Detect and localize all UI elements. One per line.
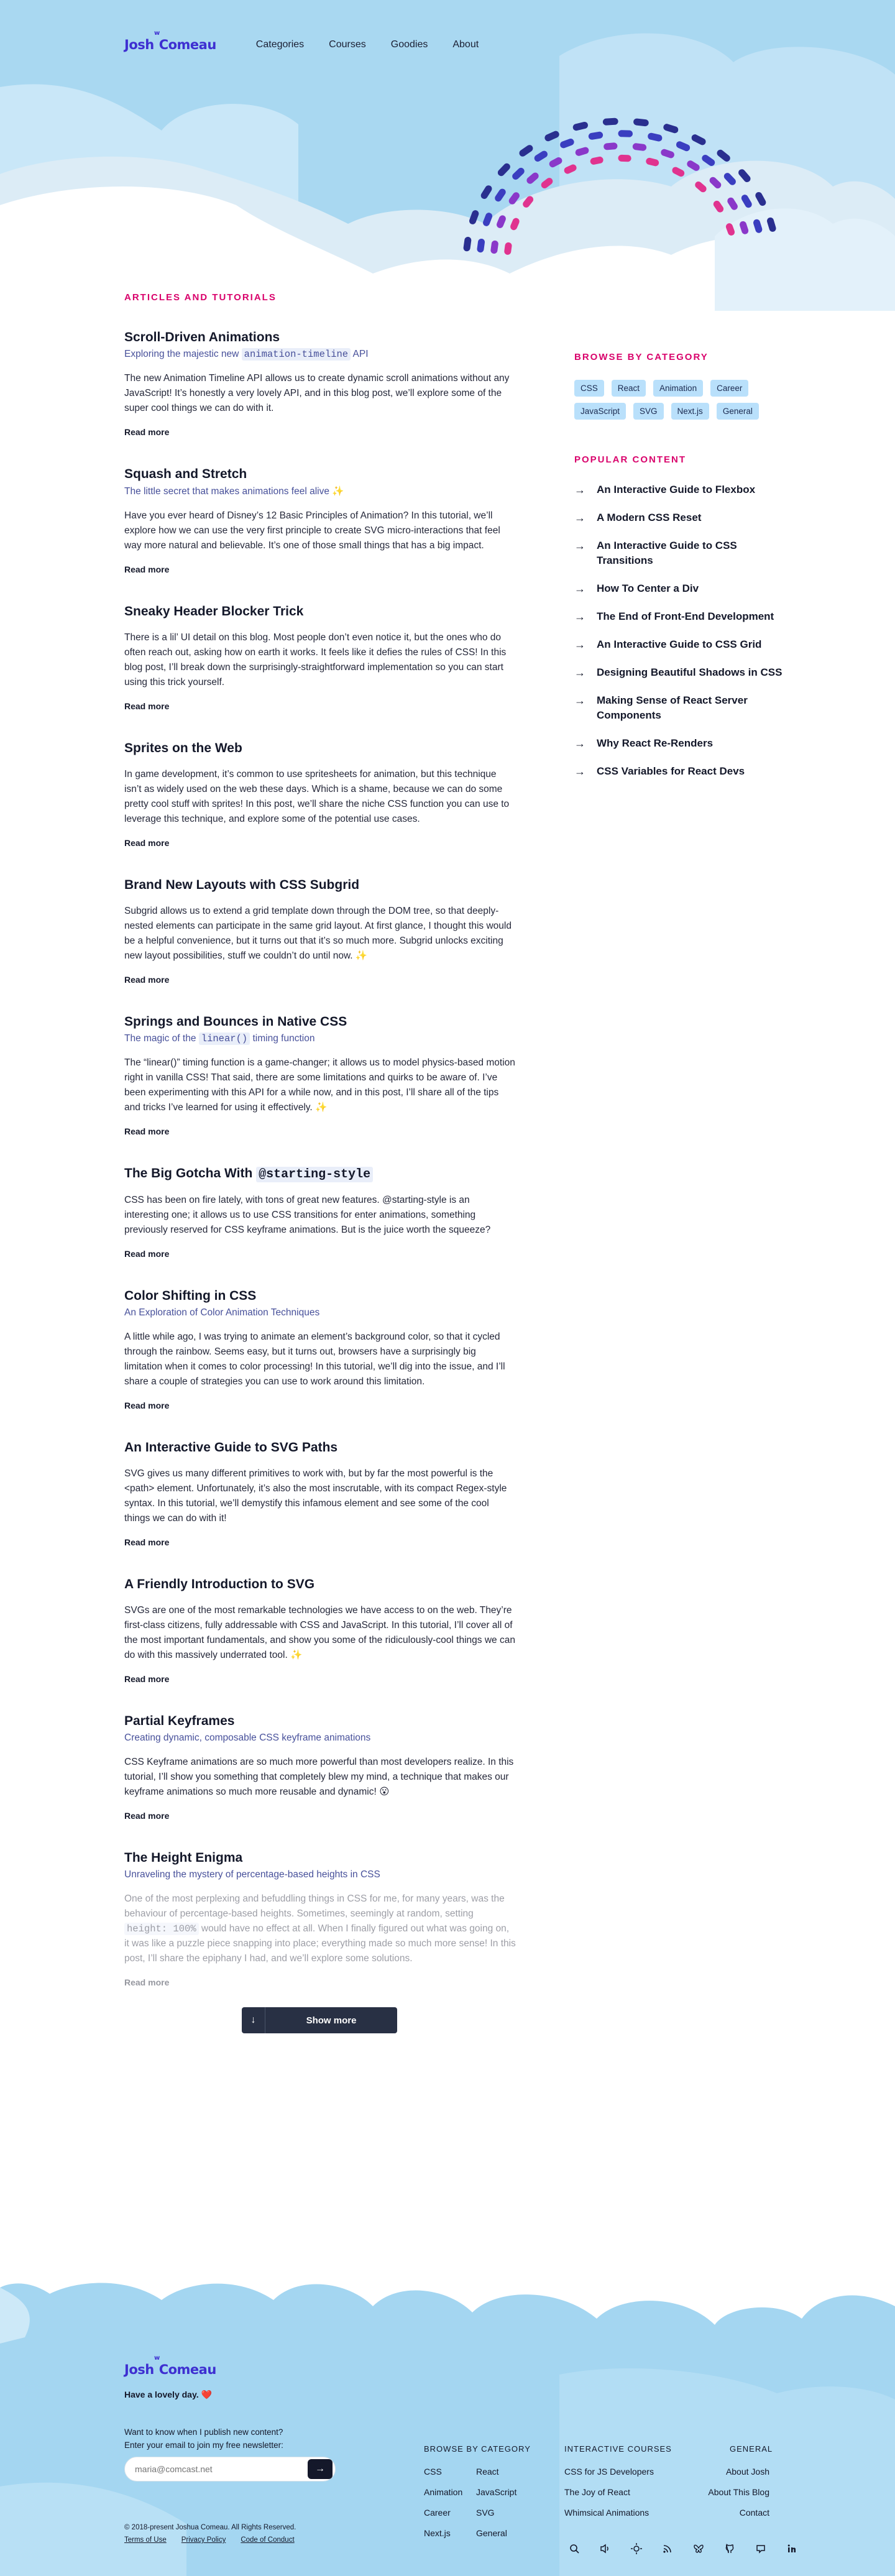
article-item — [124, 604, 516, 712]
article-excerpt: SVG gives us many different primitives to work with, but by far the most powerful is the <path> element. Unfortunately, it’s also the most inscrutable, with its compact Regex-style syntax. In this tutorial, we’ll demystify this infamous element and see some of the cool things we can do with it! — [124, 1468, 507, 1524]
article-title[interactable]: The Big Gotcha With @starting-style — [124, 1166, 516, 1182]
tag-react[interactable]: React — [612, 380, 646, 397]
footer-tagline: Have a lovely day. ❤️ — [124, 2390, 212, 2399]
footer-about-josh-link[interactable]: About Josh — [725, 2467, 769, 2477]
category-tags — [574, 380, 779, 420]
site-footer — [0, 2250, 895, 2576]
popular-item[interactable]: → Making Sense of React Server Components — [574, 694, 748, 721]
arrow-right-icon: → — [574, 610, 585, 623]
rainbow-dash — [501, 167, 507, 172]
github-icon[interactable] — [723, 2542, 736, 2555]
legal-links — [124, 2536, 295, 2544]
rainbow-dash — [742, 173, 747, 179]
popular-item[interactable]: → A Modern CSS Reset — [574, 512, 702, 524]
nav-courses[interactable]: Courses — [329, 39, 366, 50]
footer-logo[interactable] — [124, 2355, 216, 2377]
footer-courses-title: INTERACTIVE COURSES — [564, 2444, 672, 2454]
nav-goodies[interactable]: Goodies — [390, 39, 428, 50]
copyright: © 2018-present Joshua Comeau. All Rights Reserved. — [124, 2524, 296, 2531]
article-title[interactable]: Squash and Stretch — [124, 467, 247, 481]
sidebar — [574, 352, 786, 792]
article-excerpt: In game development, it’s common to use spritesheets for animation, but this technique isn’t as widely used on the web these days. Which is a shame, because we can do some pretty cool stuff with sprites! In this post, we’ll share the niche CSS function you can use to leverage this technique, and explore some of the potential use cases. — [124, 769, 510, 824]
footer-course-link[interactable]: Whimsical Animations — [564, 2508, 649, 2518]
rainbow-dash — [494, 244, 495, 250]
rainbow-dash — [649, 161, 656, 162]
rainbow-dash — [579, 150, 585, 152]
article-excerpt: Subgrid allows us to extend a grid template down through the DOM tree, so that deeply-nested elements can participate in the same grid layout. At first glance, I thought this would be a helpful convenience, but it turns out that it’s so much more. Subgrid unlocks exciting new layout possibilities, stuff we couldn’t do until now. ✨ — [124, 906, 512, 961]
conduct-link[interactable]: Code of Conduct — [241, 2536, 295, 2544]
arrow-right-icon: → — [574, 737, 585, 750]
articles-section-title: ARTICLES AND TUTORIALS — [124, 292, 277, 303]
popular-item[interactable]: → How To Center a Div — [574, 582, 699, 595]
rainbow-dash — [729, 227, 731, 232]
tag-css[interactable]: CSS — [574, 380, 604, 397]
rainbow-dash — [759, 196, 763, 203]
article-item — [124, 741, 516, 849]
rss-icon[interactable] — [661, 2542, 674, 2555]
article-item — [124, 1851, 516, 1989]
article-item — [124, 1577, 516, 1685]
article-item — [124, 330, 516, 438]
read-more-link[interactable]: Read more — [124, 1811, 170, 1821]
article-item — [124, 1166, 516, 1260]
search-icon[interactable] — [568, 2542, 581, 2555]
bluesky-icon[interactable] — [692, 2542, 705, 2555]
nav-about[interactable]: About — [452, 39, 479, 50]
read-more-link[interactable]: Read more — [124, 838, 170, 848]
read-more-link[interactable]: Read more — [124, 1537, 170, 1547]
article-item — [124, 1714, 516, 1822]
rainbow-dash — [473, 214, 475, 221]
rainbow-dash — [538, 154, 544, 158]
privacy-link[interactable]: Privacy Policy — [181, 2536, 226, 2544]
read-more-link[interactable]: Read more — [124, 1674, 170, 1684]
rainbow-dash — [564, 142, 571, 145]
article-title[interactable]: Springs and Bounces in Native CSS — [124, 1014, 347, 1029]
article-title[interactable]: Brand New Layouts with CSS Subgrid — [124, 878, 360, 892]
arrow-right-icon: → — [574, 694, 585, 707]
rainbow-dash — [720, 153, 727, 158]
footer-icon-row — [568, 2542, 798, 2555]
rainbow-dash — [516, 171, 521, 176]
rainbow-dash — [526, 200, 530, 205]
arrow-right-icon: → — [574, 666, 585, 679]
rainbow-dash — [576, 126, 584, 127]
rainbow-dash — [637, 122, 646, 123]
read-more-link[interactable]: Read more — [124, 427, 170, 437]
article-subtitle: Unraveling the mystery of percentage-based heights in CSS — [124, 1869, 380, 1880]
footer-course-link[interactable]: The Joy of React — [564, 2487, 630, 2497]
email-input[interactable] — [135, 2464, 308, 2474]
article-item — [124, 1014, 516, 1138]
rainbow-dash — [745, 198, 748, 205]
terms-link[interactable]: Terms of Use — [124, 2536, 167, 2544]
footer-link-animation[interactable]: Animation — [424, 2487, 463, 2497]
popular-item[interactable]: → Designing Beautiful Shadows in CSS — [574, 666, 783, 679]
logo-last-name: Comeau — [158, 37, 216, 52]
footer-link-general[interactable]: General — [476, 2528, 507, 2538]
rainbow-dash — [548, 134, 556, 138]
site-logo[interactable] — [124, 30, 216, 52]
newsletter-text: Want to know when I publish new content? Enter your email to join my free newsletter: — [124, 2427, 283, 2450]
rainbow-dash — [757, 223, 759, 229]
arrow-right-icon: → — [574, 512, 585, 524]
rainbow-dash — [594, 160, 600, 161]
show-more-label: Show more — [306, 2015, 357, 2026]
popular-list — [574, 482, 786, 779]
footer-link-svg[interactable]: SVG — [476, 2508, 495, 2518]
sun-icon[interactable] — [630, 2542, 643, 2555]
popular-item[interactable]: → An Interactive Guide to Flexbox — [574, 484, 756, 496]
rainbow-dash — [467, 241, 468, 248]
arrow-right-icon: → — [574, 484, 585, 496]
tag-career[interactable]: Career — [710, 380, 748, 397]
rainbow-dash — [500, 219, 503, 225]
article-title[interactable]: Sneaky Header Blocker Trick — [124, 604, 304, 619]
rainbow-dash — [664, 152, 671, 155]
article-subtitle: The little secret that makes animations feel alive ✨ — [124, 486, 344, 497]
logo-hat-mark: w — [154, 30, 160, 37]
rainbow-dash — [699, 185, 703, 189]
popular-item[interactable]: → The End of Front-End Development — [574, 610, 774, 623]
linkedin-icon[interactable] — [786, 2542, 798, 2555]
arrow-right-icon: → — [574, 638, 585, 651]
sound-icon[interactable] — [599, 2542, 612, 2555]
rainbow-dash — [567, 168, 573, 170]
read-more-link[interactable]: Read more — [124, 1401, 170, 1410]
article-excerpt: CSS Keyframe animations are so much more powerful than most developers realize. In this tutorial, I’ll show you something that completely blew my mind, a technique that makes our keyframe animations so much more reusable and dynamic! 😮 — [124, 1757, 514, 1797]
article-title[interactable]: The Height Enigma — [124, 1851, 243, 1865]
article-subtitle: Creating dynamic, composable CSS keyframe animations — [124, 1732, 371, 1743]
article-item — [124, 1440, 516, 1548]
article-subtitle: An Exploration of Color Animation Techniques — [124, 1307, 320, 1318]
footer-link-react[interactable]: React — [476, 2467, 499, 2477]
footer-course-link[interactable]: CSS for JS Developers — [564, 2467, 654, 2477]
mastodon-icon[interactable] — [755, 2542, 767, 2555]
read-more-link[interactable]: Read more — [124, 564, 170, 574]
browse-category-title: BROWSE BY CATEGORY — [574, 352, 709, 362]
logo-first-name: Josh — [124, 2362, 154, 2377]
rainbow-dash — [530, 176, 535, 180]
tag-animation[interactable]: Animation — [653, 380, 703, 397]
heart-icon: ❤️ — [201, 2390, 212, 2399]
article-title[interactable]: An Interactive Guide to SVG Paths — [124, 1440, 338, 1455]
submit-arrow-button[interactable]: → — [308, 2459, 333, 2479]
rainbow-dash — [695, 138, 702, 142]
read-more-link[interactable]: Read more — [124, 975, 170, 985]
popular-item[interactable]: → CSS Variables for React Devs — [574, 765, 745, 778]
article-list — [124, 292, 516, 2033]
article-item — [124, 1289, 516, 1412]
rainbow-dash — [514, 221, 516, 227]
logo-hat-mark: w — [154, 2355, 160, 2362]
article-excerpt: CSS has been on fire lately, with tons of great new features. @starting-style is an interesting one; it allows us to use CSS transitions for enter animations, something previously reserved for CSS keyframe animations. But is the juice worth the squeeze? — [124, 1195, 491, 1235]
rainbow-dash — [717, 204, 720, 209]
rainbow-dash — [592, 135, 599, 136]
popular-item[interactable]: → An Interactive Guide to CSS Grid — [574, 638, 762, 651]
article-item — [124, 878, 516, 986]
tag-nextjs[interactable]: Next.js — [671, 403, 709, 420]
footer-browse-title: BROWSE BY CATEGORY — [424, 2444, 531, 2454]
article-excerpt: One of the most perplexing and befuddling things in CSS for me, for many years, was the behaviour of percentage-based heights. Sometimes, seemingly at random, setting height: 100% would have no effect at all. When I finally figured out what was going on, it was like a puzzle piece snapping into place; everything made so much more sense! In this post, I’ll share the epiphany I had, and we’ll explore some solutions. — [124, 1893, 516, 1964]
footer-link-javascript[interactable]: JavaScript — [476, 2487, 517, 2497]
rainbow-dash — [771, 221, 773, 228]
article-subtitle: The magic of the linear() timing function — [124, 1033, 315, 1044]
arrow-right-icon: → — [574, 540, 585, 552]
article-excerpt: The new Animation Timeline API allows us to create dynamic scroll animations without any JavaScript! It’s honestly a very lovely API, and in this blog post, we’ll explore some of the super cool things we can do with it. — [124, 373, 510, 413]
rainbow-dash — [512, 196, 516, 201]
rainbow-dash — [727, 177, 732, 182]
nav-categories[interactable]: Categories — [255, 39, 305, 50]
rainbow-dash — [667, 127, 675, 130]
article-excerpt: The “linear()” timing function is a game-changer; it allows us to model physics-based motion right in vanilla CSS! That said, there are some limitations and quirks to be aware of. I’ve been experimenting with this API for a while now, and in this post, I’ll share all of the tips and tricks I’ve learned for using it effectively. ✨ — [124, 1057, 515, 1113]
rainbow-dash — [523, 149, 530, 154]
hero-header — [0, 0, 895, 311]
read-more-link[interactable]: Read more — [124, 701, 170, 711]
article-excerpt: Have you ever heard of Disney’s 12 Basic Principles of Animation? In this tutorial, we’ll explore how we can use the very first principle to create SVG micro-interactions that feel way more natural and believable. It’s one of those small things that has a big impact. — [124, 510, 500, 551]
popular-item[interactable]: → An Interactive Guide to CSS Transitions — [574, 540, 737, 566]
newsletter-form — [124, 2457, 336, 2482]
rainbow-dash — [691, 164, 696, 168]
popular-content-title: POPULAR CONTENT — [574, 454, 686, 465]
arrow-down-icon: ↓ — [242, 2007, 265, 2033]
rainbow-dash — [607, 146, 614, 147]
article-title[interactable]: Color Shifting in CSS — [124, 1289, 257, 1303]
rainbow-dash — [484, 189, 489, 196]
rainbow-dash — [544, 182, 549, 185]
article-title[interactable]: A Friendly Introduction to SVG — [124, 1577, 315, 1591]
read-more-link[interactable]: Read more — [124, 1977, 170, 1987]
rainbow-dash — [498, 192, 503, 198]
footer-link-nextjs[interactable]: Next.js — [424, 2528, 451, 2538]
article-title[interactable]: Partial Keyframes — [124, 1714, 235, 1728]
rainbow-dash — [713, 180, 718, 185]
rainbow-dash — [731, 201, 735, 206]
rainbow-dash — [679, 145, 686, 148]
footer-general-title: GENERAL — [730, 2444, 773, 2454]
popular-item[interactable]: → Why React Re-Renders — [574, 737, 714, 750]
article-subtitle: Exploring the majestic new animation-timeline API — [124, 349, 369, 360]
read-more-link[interactable]: Read more — [124, 1126, 170, 1136]
article-excerpt: SVGs are one of the most remarkable technologies we have access to on the web. They’re first-class citizens, fully addressable with CSS and JavaScript. In this tutorial, I’ll cover all of the most important fundamentals, and show you some of the ridiculously-cool things we can do with this massively underrated tool. ✨ — [124, 1605, 515, 1660]
rainbow-dash — [705, 159, 712, 163]
rainbow-dash — [606, 121, 615, 122]
logo-first-name: Josh — [124, 37, 154, 52]
tag-javascript[interactable]: JavaScript — [574, 403, 626, 420]
rainbow-dash — [743, 224, 745, 231]
footer-contact-link[interactable]: Contact — [739, 2508, 769, 2518]
rainbow-dash — [480, 242, 482, 249]
top-nav — [124, 30, 771, 60]
article-title[interactable]: Scroll-Driven Animations — [124, 330, 280, 344]
footer-about-blog-link[interactable]: About This Blog — [708, 2487, 769, 2497]
tag-svg[interactable]: SVG — [633, 403, 664, 420]
read-more-link[interactable]: Read more — [124, 1249, 170, 1259]
rainbow-dash — [676, 170, 681, 173]
rainbow-dash — [651, 136, 659, 138]
article-excerpt: A little while ago, I was trying to animate an element’s background color, so that it cycled through the rainbow. Seems easy, but it turns out, browsers have a surprisingly big limitation when it comes to color processing! In this tutorial, we’ll dig into the issue, and I’ll share a couple of strategies you can use to work around this limitation. — [124, 1332, 505, 1387]
article-item — [124, 467, 516, 576]
logo-last-name: Comeau — [158, 2362, 216, 2377]
article-excerpt: There is a lil’ UI detail on this blog. Most people don’t even notice it, but the ones who do often reach out, asking how on earth it works. It feels like it defies the rules of CSS! In this blog post, I’ll break down the surprisingly-straightforward implementation so you can start using this trick yourself. — [124, 632, 507, 688]
arrow-right-icon: → — [574, 765, 585, 778]
rainbow-dash — [553, 161, 559, 164]
article-title[interactable]: Sprites on the Web — [124, 741, 242, 755]
rainbow-dash — [487, 216, 489, 223]
show-more-button[interactable] — [242, 2007, 397, 2033]
tag-general[interactable]: General — [717, 403, 759, 420]
footer-link-career[interactable]: Career — [424, 2508, 451, 2518]
footer-link-css[interactable]: CSS — [424, 2467, 442, 2477]
arrow-right-icon: → — [574, 582, 585, 595]
